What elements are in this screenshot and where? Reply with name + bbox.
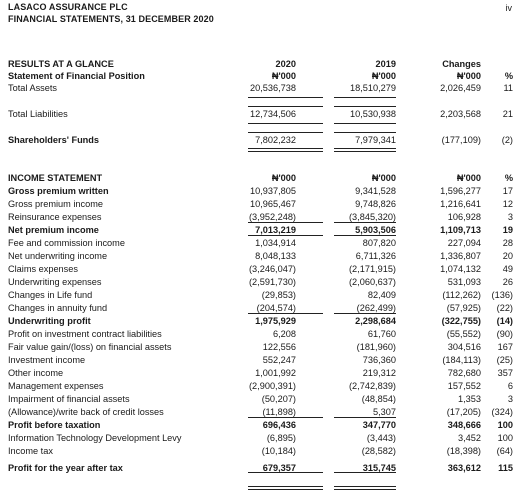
value-change: 1,353 [458,394,481,404]
divider [248,222,323,223]
value-pct: 3 [507,212,513,222]
value-2020: (50,207) [261,394,296,404]
value-pct: (22) [496,303,513,313]
page-number: iv [505,3,512,13]
value-2020: 7,013,219 [255,225,296,235]
value-change: 531,093 [447,277,481,287]
double-divider [248,486,323,490]
value-change: 227,094 [447,238,481,248]
value-2020: (2,591,730) [249,277,296,287]
value-2019: (2,171,915) [349,264,396,274]
row-label: Gross premium written [8,186,109,196]
value-2019: 6,711,326 [355,251,396,261]
value-pct: 115 [498,463,513,473]
row-label: Total Liabilities [8,109,68,119]
value-2020: (11,898) [262,407,296,417]
value-change: 1,216,641 [440,199,481,209]
row-label: Changes in Life fund [8,290,93,300]
row-label: Gross premium income [8,199,103,209]
value-2020: 12,734,506 [250,109,296,119]
value-2020: 122,556 [262,342,296,352]
divider [248,472,323,473]
value-change: 1,109,713 [440,225,481,235]
divider [334,97,396,98]
value-pct: 100 [497,420,513,430]
divider [334,313,396,314]
value-change: (177,109) [441,135,481,145]
value-2019: 347,770 [362,420,396,430]
income-row [0,341,526,354]
row-label: Investment income [8,355,86,365]
income-row [0,198,526,211]
value-pct: 20 [502,251,513,261]
income-row [0,289,526,302]
value-pct: 49 [502,264,513,274]
row-label: Underwriting expenses [8,277,102,287]
value-2019: 5,903,506 [355,225,396,235]
value-pct: (14) [496,316,513,326]
value-2019: (48,854) [361,394,396,404]
value-pct: (90) [496,329,513,339]
value-2020: 10,937,805 [250,186,296,196]
double-divider [248,148,323,152]
value-2020: 1,975,929 [255,316,296,326]
value-pct: 100 [497,433,513,443]
value-2020: 6,208 [273,329,296,339]
row-label: Net premium income [8,225,99,235]
unit-pct: % [504,173,513,183]
double-divider [334,148,396,152]
value-pct: (324) [491,407,513,417]
row-label: Fair value gain/(loss) on financial assets [8,342,172,352]
value-change: (18,398) [446,446,481,456]
value-2019: (2,060,637) [349,277,396,287]
divider [334,222,396,223]
income-row [0,462,526,475]
value-change: 1,336,807 [440,251,481,261]
document-subtitle: FINANCIAL STATEMENTS, 31 DECEMBER 2020 [8,14,214,24]
row-label: Other income [8,368,64,378]
unit-changes: ₦'000 [456,71,481,81]
value-2020: 696,436 [262,420,296,430]
value-2019: (181,960) [356,342,396,352]
value-2020: (3,952,248) [249,212,296,222]
row-label: Profit before taxation [8,420,101,430]
value-change: (184,113) [442,355,481,365]
value-2019: (3,845,320) [349,212,396,222]
divider [248,106,323,107]
unit-changes: ₦'000 [456,173,481,183]
row-label: (Allowance)/write back of credit losses [8,407,164,417]
income-row [0,263,526,276]
row-label: Information Technology Development Levy [8,433,182,443]
value-pct: 17 [502,186,513,196]
value-change: 363,612 [447,463,481,473]
company-name: LASACO ASSURANCE PLC [8,2,128,12]
row-label: Income tax [8,446,53,456]
value-2019: (3,443) [366,433,396,443]
divider [248,123,323,124]
value-2019: 18,510,279 [350,83,396,93]
value-2020: (204,574) [256,303,296,313]
income-title-row [0,172,526,185]
income-row [0,419,526,432]
divider [248,97,323,98]
value-pct: 26 [502,277,513,287]
income-row [0,393,526,406]
col-header-2019: 2019 [375,59,396,69]
value-2020: (29,853) [261,290,296,300]
row-label: Underwriting profit [8,316,91,326]
value-2019: 10,530,938 [350,109,396,119]
value-2019: 5,307 [373,407,396,417]
value-2019: 807,820 [362,238,396,248]
value-2019: 9,748,826 [355,199,396,209]
value-2019: (28,582) [361,446,396,456]
value-2019: 736,360 [362,355,396,365]
double-divider [334,486,396,490]
value-2020: 1,001,992 [255,368,296,378]
value-pct: (25) [496,355,513,365]
glance-subtitle: Statement of Financial Position [8,71,145,81]
value-2019: 7,979,341 [355,135,396,145]
income-title: INCOME STATEMENT [8,173,103,183]
value-change: 2,203,568 [440,109,481,119]
value-change: 2,026,459 [440,83,481,93]
value-change: 157,552 [447,381,481,391]
row-label: Fee and commission income [8,238,125,248]
value-change: 1,074,132 [440,264,481,274]
glance-row-total-liabilities [0,108,526,121]
income-row [0,445,526,458]
row-label: Reinsurance expenses [8,212,102,222]
value-pct: 6 [507,381,513,391]
value-2020: 20,536,738 [250,83,296,93]
divider [334,472,396,473]
income-row [0,354,526,367]
value-pct: 19 [502,225,513,235]
divider [248,235,323,236]
value-change: (57,925) [446,303,481,313]
value-2020: (3,246,047) [249,264,296,274]
value-2019: 82,409 [367,290,396,300]
value-2020: (2,900,391) [249,381,296,391]
value-change: (112,262) [442,290,481,300]
value-pct: (64) [496,446,513,456]
unit-2020: ₦'000 [271,173,296,183]
income-row [0,367,526,380]
value-pct: (136) [491,290,513,300]
col-header-2020: 2020 [275,59,296,69]
value-2019: 219,312 [362,368,396,378]
value-pct: (2) [501,135,513,145]
divider [334,106,396,107]
glance-row-total-assets [0,82,526,95]
income-row [0,315,526,328]
divider [334,123,396,124]
value-2020: (6,895) [266,433,296,443]
value-pct: 167 [497,342,513,352]
value-2020: 7,802,232 [255,135,296,145]
value-pct: 28 [502,238,513,248]
divider [334,235,396,236]
income-row [0,380,526,393]
value-pct: 11 [503,83,513,93]
value-pct: 21 [502,109,513,119]
value-change: (322,755) [441,316,481,326]
value-2020: 10,965,467 [250,199,296,209]
glance-title: RESULTS AT A GLANCE [8,59,114,69]
value-2019: 61,760 [367,329,396,339]
value-2019: 9,341,528 [355,186,396,196]
income-row [0,185,526,198]
row-label: Shareholders' Funds [8,135,100,145]
value-2020: 552,247 [262,355,296,365]
value-2019: (2,742,839) [349,381,396,391]
glance-row-shareholders-funds [0,134,526,147]
unit-pct: % [504,71,513,81]
income-row [0,432,526,445]
row-label: Changes in annuity fund [8,303,108,313]
value-2020: 8,048,133 [255,251,296,261]
income-row [0,250,526,263]
unit-2019: ₦'000 [371,173,396,183]
value-2020: 679,357 [262,463,296,473]
row-label: Management expenses [8,381,104,391]
value-change: (55,552) [446,329,481,339]
value-change: 348,666 [447,420,481,430]
divider [248,132,323,133]
row-label: Total Assets [8,83,58,93]
unit-2020: ₦'000 [271,71,296,81]
row-label: Impairment of financial assets [8,394,130,404]
value-2019: 2,298,684 [355,316,396,326]
value-2019: (262,499) [356,303,396,313]
divider [248,313,323,314]
value-pct: 3 [507,394,513,404]
income-row [0,328,526,341]
value-change: 782,680 [447,368,481,378]
value-pct: 357 [497,368,513,378]
divider [334,417,396,418]
row-label: Profit on investment contract liabilities [8,329,162,339]
value-change: 3,452 [458,433,481,443]
income-row [0,237,526,250]
unit-2019: ₦'000 [371,71,396,81]
col-header-changes: Changes [442,59,481,69]
value-change: (17,205) [446,407,481,417]
income-row [0,276,526,289]
row-label: Claims expenses [8,264,78,274]
value-2020: (10,184) [261,446,296,456]
divider [248,417,323,418]
value-2019: 315,745 [362,463,396,473]
value-change: 304,516 [447,342,481,352]
value-2020: 1,034,914 [255,238,296,248]
divider [334,132,396,133]
row-label: Profit for the year after tax [8,463,123,473]
row-label: Net underwriting income [8,251,108,261]
value-change: 1,596,277 [440,186,481,196]
value-change: 106,928 [447,212,481,222]
value-pct: 12 [502,199,513,209]
